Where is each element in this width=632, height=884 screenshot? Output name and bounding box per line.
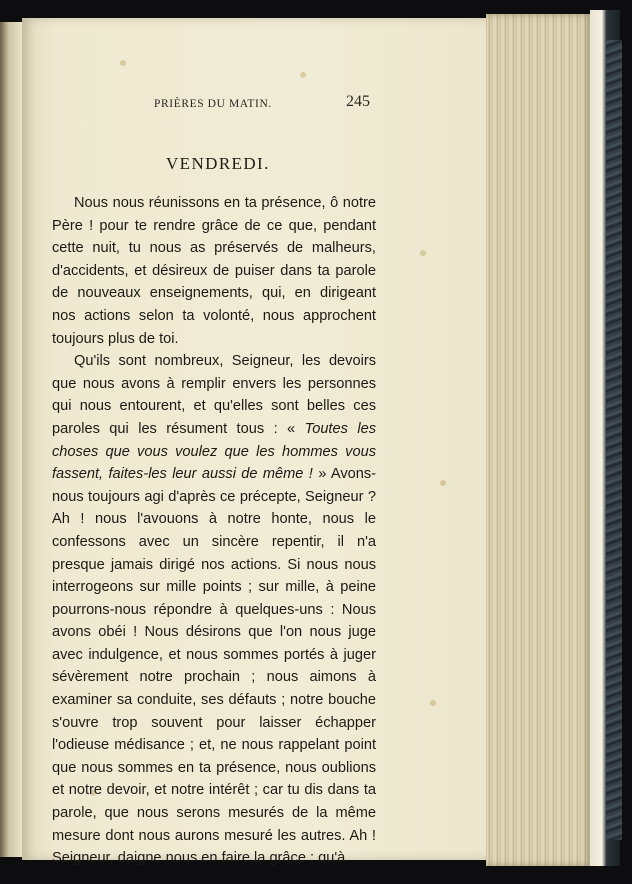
foxing-spot [440,480,446,486]
marbled-cover [606,40,622,840]
page-block-edge [486,14,592,866]
foxing-spot [430,700,436,706]
foxing-spot [300,72,306,78]
foxing-spot [420,250,426,256]
foxing-spot [120,60,126,66]
paragraph-2 [52,350,376,870]
paragraph-2-intro: Qu'ils sont nombreux, Seigneur, les devoirs que nous avons à remplir envers les personnes qui nous entourent, et qu'elles sont belles ces paroles qui les résument tous : « [52,353,376,437]
left-page-edge [0,22,23,857]
paragraph-2-rest: » Avons-nous toujours agi d'après ce précepte, Seigneur ? Ah ! nous l'avouons à notre honte, nous le confessons avec un sincère repentir, il n'a presque jamais dirigé nos actions. Si nous nous interrogeons sur mille points ; sur mille, à peine pourrons-nous répondre à quelques-uns : Nous avons obéi ! Nous désirons que l'on nous juge avec indulgence, et nous sommes portés à juger sévèrement notre prochain ; nous aimons à examiner sa conduite, ses défauts ; notre bouche s'ouvre trop souvent pour laisser échapper l'odieuse médisance ; et, ne nous rappelant point que nous sommes en ta présence, nous oublions et notre devoir, et notre intérêt ; car tu dis dans ta parole, que nous serons mesurés de la même mesure dont nous aurons mesuré les autres. Ah ! Seigneur, daigne nous en faire la grâce ; qu'à [52,466,377,867]
page-number: 245 [346,93,370,110]
body-text [52,192,376,870]
running-head: PRIÈRES DU MATIN. [154,98,272,110]
paragraph-1: Nous nous réunissons en ta présence, ô notre Père ! pour te rendre grâce de ce que, pendant cette nuit, tu nous as préservés de malheurs, d'accidents, et désireux de puiser dans ta parole de nouveaux enseignements, qui, en dirigeant nos actions selon ta volonté, nous approchent toujours plus de toi. [52,195,376,347]
scripture-quote: Toutes les choses que vous voulez que les hommes vous fassent, faites-les leur aussi de même ! [52,420,376,483]
section-title: VENDREDI. [166,154,270,173]
